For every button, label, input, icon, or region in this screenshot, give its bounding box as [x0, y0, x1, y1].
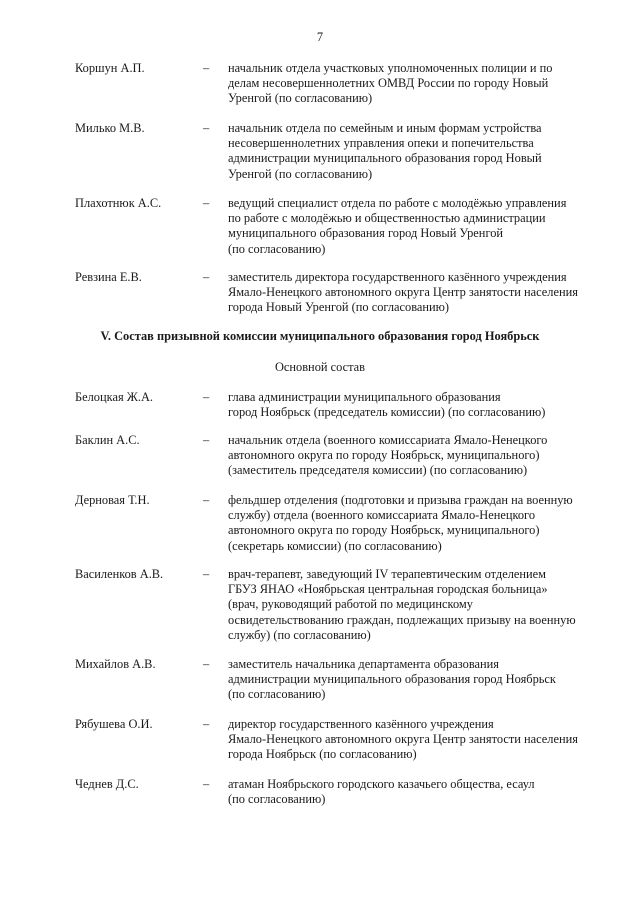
dash-separator: – [203, 196, 210, 210]
section-heading: V. Состав призывной комиссии муниципального образования город Ноябрьск [100, 329, 540, 343]
member-description [228, 657, 593, 703]
description-line: администрации муниципального образования город Новый [228, 151, 542, 166]
dash-separator: – [203, 493, 210, 507]
member-description [228, 433, 593, 479]
member-name: Рябушева О.И. [75, 717, 153, 731]
description-line: ведущий специалист отдела по работе с молодёжью управления [228, 196, 567, 210]
dash-separator: – [203, 777, 210, 791]
description-line: директор государственного казённого учреждения [228, 717, 494, 731]
dash-separator: – [203, 61, 210, 75]
dash-separator: – [203, 433, 210, 447]
description-line: службу) (по согласованию) [228, 627, 371, 642]
member-description [228, 61, 593, 107]
member-description [228, 270, 593, 316]
description-line: начальник отдела (военного комиссариата Ямало-Ненецкого [228, 433, 548, 447]
description-line: заместитель директора государственного казённого учреждения [228, 270, 567, 284]
description-line: администрации муниципального образования город Ноябрьск [228, 672, 556, 687]
description-line: автономного округа по городу Ноябрьск, муниципального) [228, 448, 540, 463]
description-line: (по согласованию) [228, 792, 326, 807]
description-line: начальник отдела участковых уполномоченных полиции и по [228, 61, 553, 75]
member-description [228, 390, 593, 420]
member-name: Михайлов А.В. [75, 657, 156, 671]
member-description [228, 196, 593, 257]
member-description [228, 777, 593, 807]
description-line: город Ноябрьск (председатель комиссии) (по согласованию) [228, 405, 546, 420]
description-line: (врач, руководящий работой по медицинскому [228, 597, 473, 612]
description-line: (секретарь комиссии) (по согласованию) [228, 538, 442, 553]
description-line: автономного округа по городу Ноябрьск, муниципального) [228, 523, 540, 538]
member-description [228, 567, 593, 643]
member-name: Василенков А.В. [75, 567, 164, 581]
dash-separator: – [203, 121, 210, 135]
member-name: Ревзина Е.В. [75, 270, 142, 284]
description-line: фельдшер отделения (подготовки и призыва граждан на военную [228, 493, 573, 507]
description-line: освидетельствованию граждан, подлежащих призыву на военную [228, 612, 576, 627]
description-line: начальник отдела по семейным и иным формам устройства [228, 121, 542, 135]
description-line: по работе с молодёжью и общественностью администрации [228, 211, 546, 226]
member-description [228, 121, 593, 182]
member-name: Плахотнюк А.С. [75, 196, 162, 210]
description-line: города Новый Уренгой (по согласованию) [228, 300, 450, 315]
description-line: глава администрации муниципального образования [228, 390, 501, 404]
member-name: Дерновая Т.Н. [75, 493, 150, 507]
dash-separator: – [203, 390, 210, 404]
dash-separator: – [203, 567, 210, 581]
description-line: врач-терапевт, заведующий IV терапевтическим отделением [228, 567, 546, 581]
description-line: атаман Ноябрьского городского казачьего общества, есаул [228, 777, 535, 791]
description-line: ГБУЗ ЯНАО «Ноябрьская центральная городская больница» [228, 582, 548, 597]
description-line: Ямало-Ненецкого автономного округа Центр занятости населения [228, 285, 578, 300]
description-line: службу) отдела (военного комиссариата Ямало-Ненецкого [228, 508, 536, 523]
member-description [228, 493, 593, 554]
description-line: несовершеннолетних управления опеки и попечительства [228, 136, 534, 151]
member-name: Милько М.В. [75, 121, 145, 135]
dash-separator: – [203, 657, 210, 671]
member-description [228, 717, 593, 763]
description-line: Уренгой (по согласованию) [228, 91, 373, 106]
member-name: Белоцкая Ж.А. [75, 390, 153, 404]
description-line: Уренгой (по согласованию) [228, 166, 373, 181]
description-line: города Ноябрьск (по согласованию) [228, 747, 417, 762]
description-line: заместитель начальника департамента образования [228, 657, 499, 671]
description-line: делам несовершеннолетних ОМВД России по городу Новый [228, 76, 549, 91]
dash-separator: – [203, 717, 210, 731]
description-line: (заместитель председателя комиссии) (по согласованию) [228, 463, 528, 478]
member-name: Чеднев Д.С. [75, 777, 139, 791]
page-number: 7 [316, 30, 324, 44]
member-name: Баклин А.С. [75, 433, 140, 447]
description-line: (по согласованию) [228, 687, 326, 702]
member-name: Коршун А.П. [75, 61, 145, 75]
description-line: Ямало-Ненецкого автономного округа Центр занятости населения [228, 732, 578, 747]
subheading: Основной состав [274, 360, 366, 374]
description-line: (по согласованию) [228, 241, 326, 256]
description-line: муниципального образования город Новый Уренгой [228, 226, 504, 241]
dash-separator: – [203, 270, 210, 284]
